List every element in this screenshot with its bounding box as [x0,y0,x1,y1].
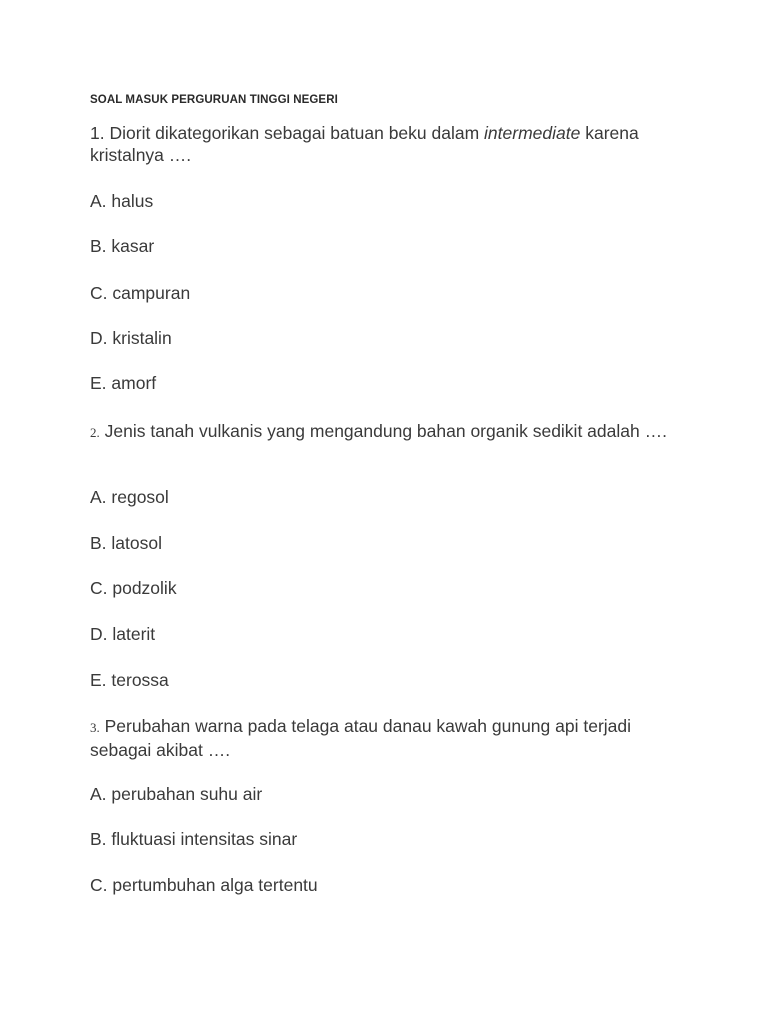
option-3a: A. perubahan suhu air [90,784,263,804]
option-2e: E. terossa [90,670,169,690]
option-2b: B. latosol [90,533,162,553]
question-1 [90,122,690,166]
question-text: Jenis tanah vulkanis yang mengandung bahan organik sedikit adalah …. [104,421,667,441]
question-number: 1. [90,123,105,143]
option-2d: D. laterit [90,624,156,644]
question-number: 2. [90,425,100,440]
question-text: Perubahan warna pada telaga atau danau kawah gunung api terjadi sebagai akibat …. [90,716,632,760]
option-2c: C. podzolik [90,578,177,598]
option-3b: B. fluktuasi intensitas sinar [90,829,298,849]
option-1e: E. amorf [90,373,157,393]
question-text: karena kristalnya …. [90,123,639,165]
option-2a: A. regosol [90,487,169,507]
question-2 [90,420,690,444]
question-text: Diorit dikategorikan sebagai batuan beku dalam [109,123,485,143]
question-3 [90,715,690,761]
document-title: SOAL MASUK PERGURUAN TINGGI NEGERI [90,94,338,106]
question-text-emphasis: intermediate [484,123,581,143]
option-1d: D. kristalin [90,328,172,348]
option-3c: C. pertumbuhan alga tertentu [90,875,318,895]
option-1b: B. kasar [90,236,155,256]
option-1a: A. halus [90,191,154,211]
question-number: 3. [90,720,100,735]
option-1c: C. campuran [90,283,191,303]
